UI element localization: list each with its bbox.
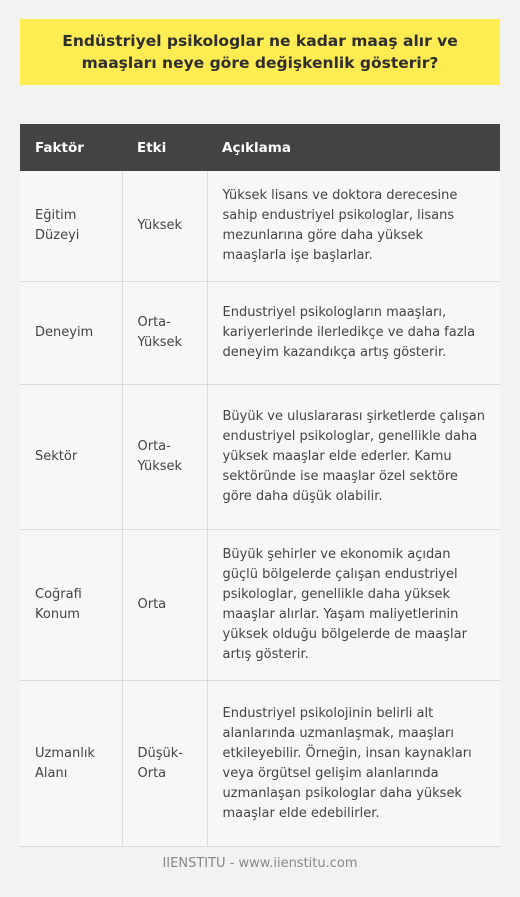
cell-factor: Deneyim — [20, 282, 122, 385]
header-effect: Etki — [122, 124, 207, 171]
footer-credit: IIENSTITU - www.iienstitu.com — [162, 856, 358, 871]
table-row — [20, 282, 500, 385]
cell-description: Endustriyel psikolojinin belirli alt alanlarında uzmanlaşmak, maaşları etkileyebilir. Örneğin, insan kaynakları veya örgütsel gelişim alanlarında uzmanlaşan psikologlar daha yüksek maaşlar elde edebilirler. — [207, 681, 500, 847]
cell-description: Büyük şehirler ve ekonomik açıdan güçlü bölgelerde çalışan endustriyel psikologlar, genellikle daha yüksek maaşlar alırlar. Yaşam maliyetlerinin yüksek olduğu bölgelerde de maaşlar artış gösterir. — [207, 530, 500, 681]
header-description: Açıklama — [207, 124, 500, 171]
cell-factor: Uzmanlık Alanı — [20, 681, 122, 847]
table-row — [20, 385, 500, 530]
salary-factors-table — [20, 124, 500, 847]
cell-effect: Yüksek — [122, 171, 207, 282]
title-banner — [20, 19, 500, 85]
cell-effect: Orta — [122, 530, 207, 681]
cell-factor: Eğitim Düzeyi — [20, 171, 122, 282]
page-title: Endüstriyel psikologlar ne kadar maaş alır ve maaşları neye göre değişkenlik gösterir? — [62, 32, 458, 72]
cell-description: Endustriyel psikologların maaşları, kariyerlerinde ilerledikçe ve daha fazla deneyim kazandıkça artış gösterir. — [207, 282, 500, 385]
cell-description: Yüksek lisans ve doktora derecesine sahip endustriyel psikologlar, lisans mezunlarına göre daha yüksek maaşlarla işe başlarlar. — [207, 171, 500, 282]
cell-effect: Orta-Yüksek — [122, 282, 207, 385]
table-row — [20, 681, 500, 847]
header-factor: Faktör — [20, 124, 122, 171]
cell-factor: Coğrafi Konum — [20, 530, 122, 681]
cell-factor: Sektör — [20, 385, 122, 530]
table-row — [20, 530, 500, 681]
cell-effect: Düşük-Orta — [122, 681, 207, 847]
cell-description: Büyük ve uluslararası şirketlerde çalışan endustriyel psikologlar, genellikle daha yüksek maaşlar elde ederler. Kamu sektöründe ise maaşlar özel sektöre göre daha düşük olabilir. — [207, 385, 500, 530]
cell-effect: Orta-Yüksek — [122, 385, 207, 530]
table-row — [20, 171, 500, 282]
table-header-row — [20, 124, 500, 171]
